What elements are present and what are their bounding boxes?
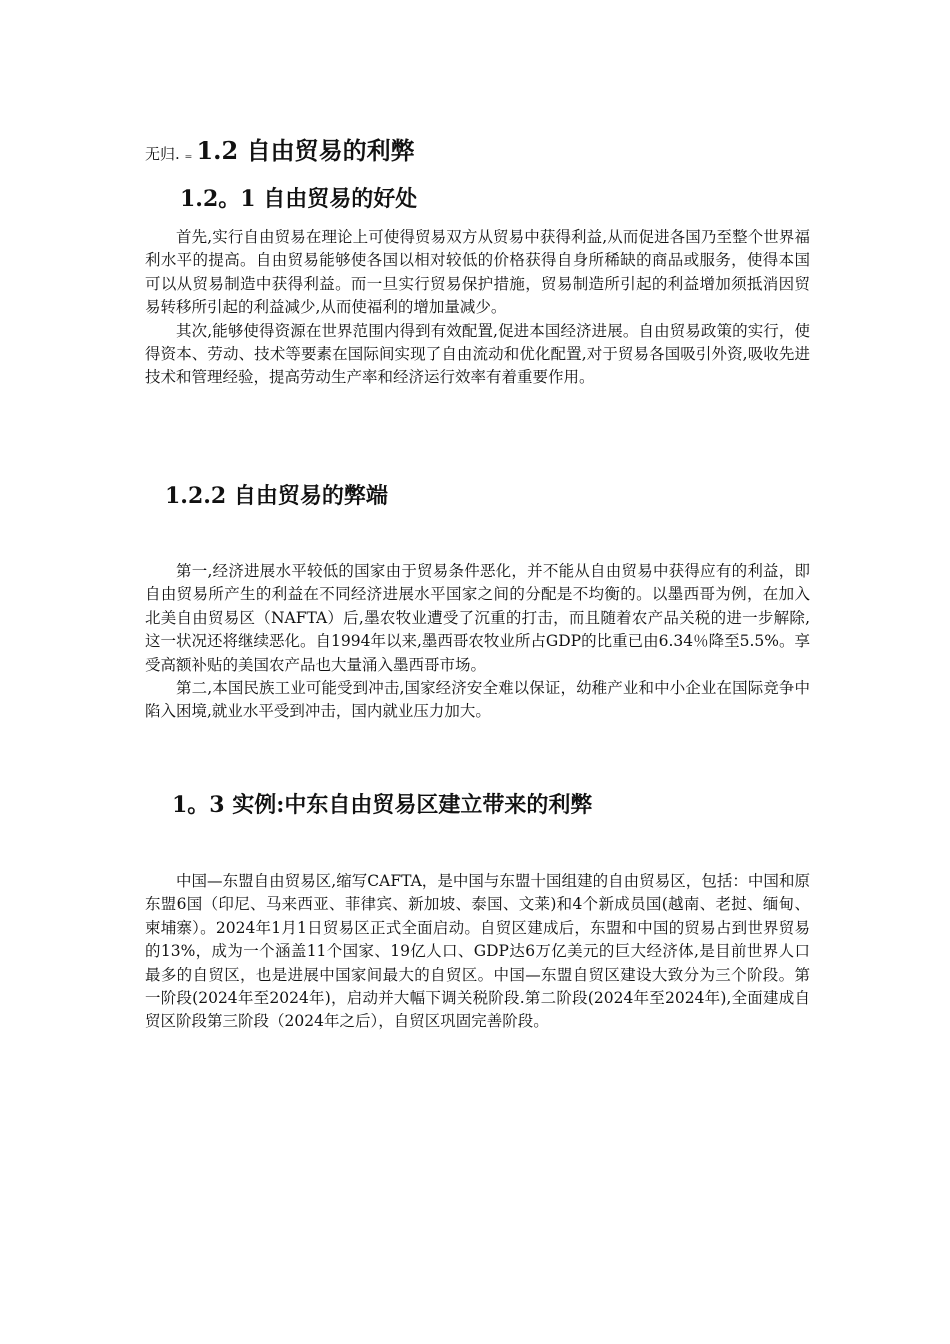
- paragraph: 中国—东盟自由贸易区,缩写CAFTA，是中国与东盟十国组建的自由贸易区，包括：中国和原东盟6国（印尼、马来西亚、菲律宾、新加坡、泰国、文莱)和4个新成员国(越南、老挝、缅甸、柬埔寨）。2024年1月1日贸易区正式全面启动。自贸区建成后，东盟和中国的贸易占到世界贸易的13%，成为一个涵盖11个国家、19亿人口、GDP达6万亿美元的巨大经济体,是目前世界人口最多的自贸区，也是进展中国家间最大的自贸区。中国—东盟自贸区建设大致分为三个阶段。第一阶段(2024年至2024年)，启动并大幅下调关税阶段.第二阶段(2024年至2024年),全面建成自贸区阶段第三阶段（2024年之后），自贸区巩固完善阶段。: [145, 872, 810, 1031]
- section-benefits-heading: 1.2。1 自由贸易的好处: [180, 186, 418, 212]
- section-example-body: [145, 870, 810, 1034]
- section-example-heading: 1。3 实例:中东自由贸易区建立带来的利弊: [172, 792, 593, 818]
- section-drawbacks-body: [145, 560, 810, 724]
- main-heading-title: 1.2 自由贸易的利弊: [196, 136, 415, 165]
- section-benefits-body: [145, 226, 810, 390]
- heading-prefix: 无归. ₌: [145, 145, 193, 163]
- section-drawbacks-heading: 1.2.2 自由贸易的弊端: [165, 483, 388, 509]
- paragraph: 第一,经济进展水平较低的国家由于贸易条件恶化，并不能从自由贸易中获得应有的利益，即自由贸易所产生的利益在不同经济进展水平国家之间的分配是不均衡的。以墨西哥为例，在加入北美自由贸易区（NAFTA）后,墨农牧业遭受了沉重的打击，而且随着农产品关税的进一步解除,这一状况还将继续恶化。自1994年以来,墨西哥农牧业所占GDP的比重已由6.34％降至5.5%。享受高额补贴的美国农产品也大量涌入墨西哥市场。: [145, 562, 811, 674]
- paragraph: 第二,本国民族工业可能受到冲击,国家经济安全难以保证，幼稚产业和中小企业在国际竞争中陷入困境,就业水平受到冲击，国内就业压力加大。: [145, 679, 810, 721]
- main-heading: [145, 136, 810, 169]
- paragraph: 其次,能够使得资源在世界范围内得到有效配置,促进本国经济进展。自由贸易政策的实行，使得资本、劳动、技术等要素在国际间实现了自由流动和优化配置,对于贸易各国吸引外资,吸收先进技术和管理经验，提高劳动生产率和经济运行效率有着重要作用。: [145, 321, 810, 387]
- paragraph: 首先,实行自由贸易在理论上可使得贸易双方从贸易中获得利益,从而促进各国乃至整个世界福利水平的提高。自由贸易能够使各国以相对较低的价格获得自身所稀缺的商品或服务，使得本国可以从贸易制造中获得利益。而一旦实行贸易保护措施，贸易制造所引起的利益增加须抵消因贸易转移所引起的利益减少,从而使福利的增加量减少。: [145, 228, 810, 317]
